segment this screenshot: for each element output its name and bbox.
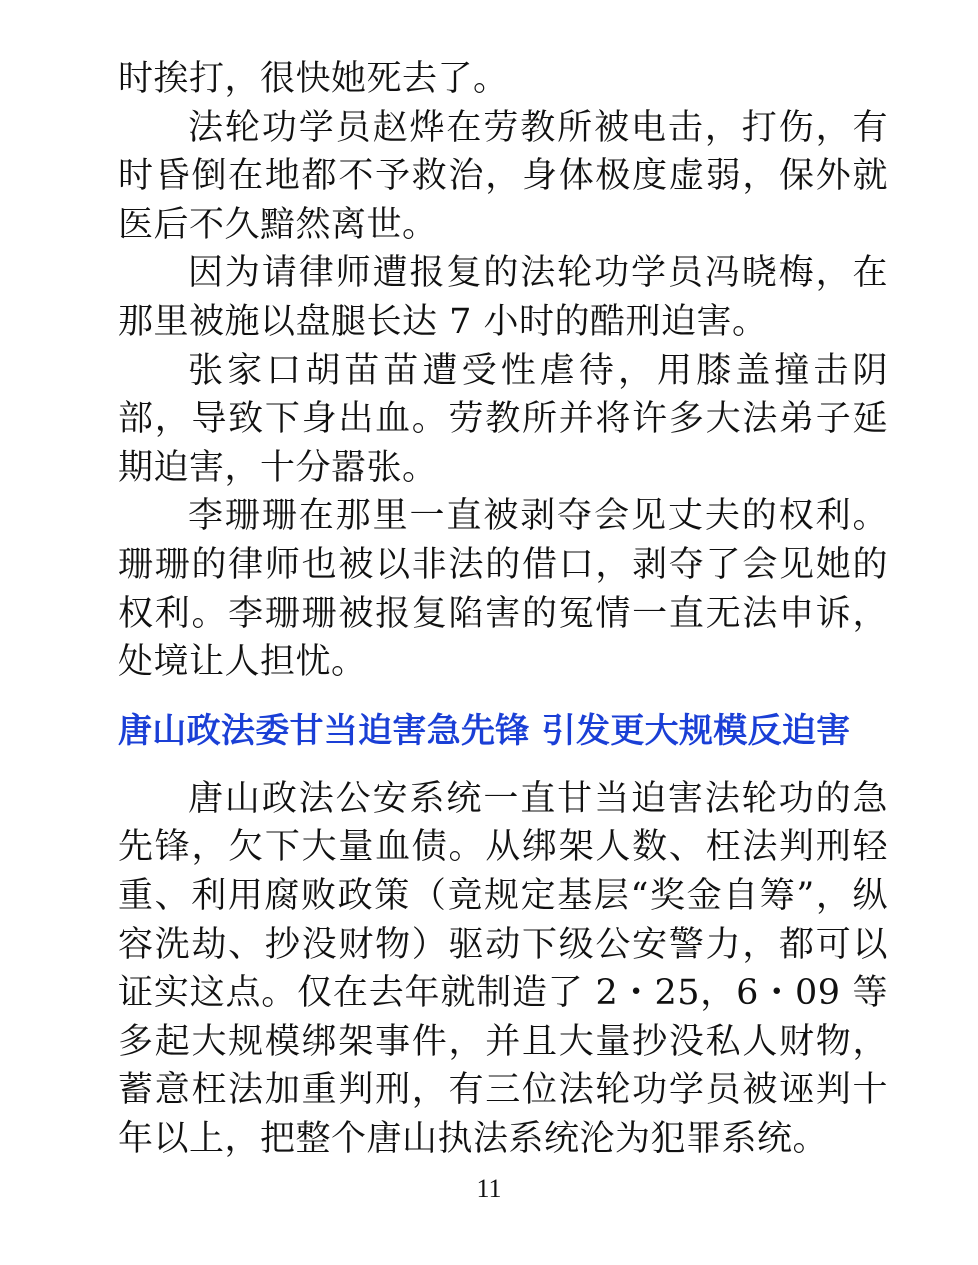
body-before-heading (118, 55, 888, 687)
page-number: 11 (476, 1174, 502, 1203)
section-heading: 唐山政法委甘当迫害急先锋 引发更大规模反迫害 (118, 710, 851, 751)
paragraph: 法轮功学员赵烨在劳教所被电击，打伤，有时昏倒在地都不予救治，身体极度虚弱，保外就医后不久黯然离世。 (118, 107, 888, 245)
document-page (118, 55, 888, 1163)
paragraph: 因为请律师遭报复的法轮功学员冯晓梅，在那里被施以盘腿长达 7 小时的酷刑迫害。 (118, 253, 888, 342)
paragraph: 张家口胡苗苗遭受性虐待，用膝盖撞击阴部，导致下身出血。劳教所并将许多大法弟子延期迫害，十分嚣张。 (118, 350, 888, 488)
paragraph: 时挨打，很快她死去了。 (118, 59, 509, 99)
paragraph: 唐山政法公安系统一直甘当迫害法轮功的急先锋，欠下大量血债。从绑架人数、枉法判刑轻重、利用腐败政策（竟规定基层“奖金自筹”，纵容洗劫、抄没财物）驱动下级公安警力，都可以证实这点。仅在去年就制造了 2・25，6・09 等多起大规模绑架事件，并且大量抄没私人财物，蓄意枉法加重判刑，有三位法轮功学员被诬判十年以上，把整个唐山执法系统沦为犯罪系统。 (118, 778, 888, 1159)
paragraph: 李珊珊在那里一直被剥夺会见丈夫的权利。珊珊的律师也被以非法的借口，剥夺了会见她的权利。李珊珊被报复陷害的冤情一直无法申诉，处境让人担忧。 (118, 496, 888, 683)
body-after-heading (118, 775, 888, 1164)
